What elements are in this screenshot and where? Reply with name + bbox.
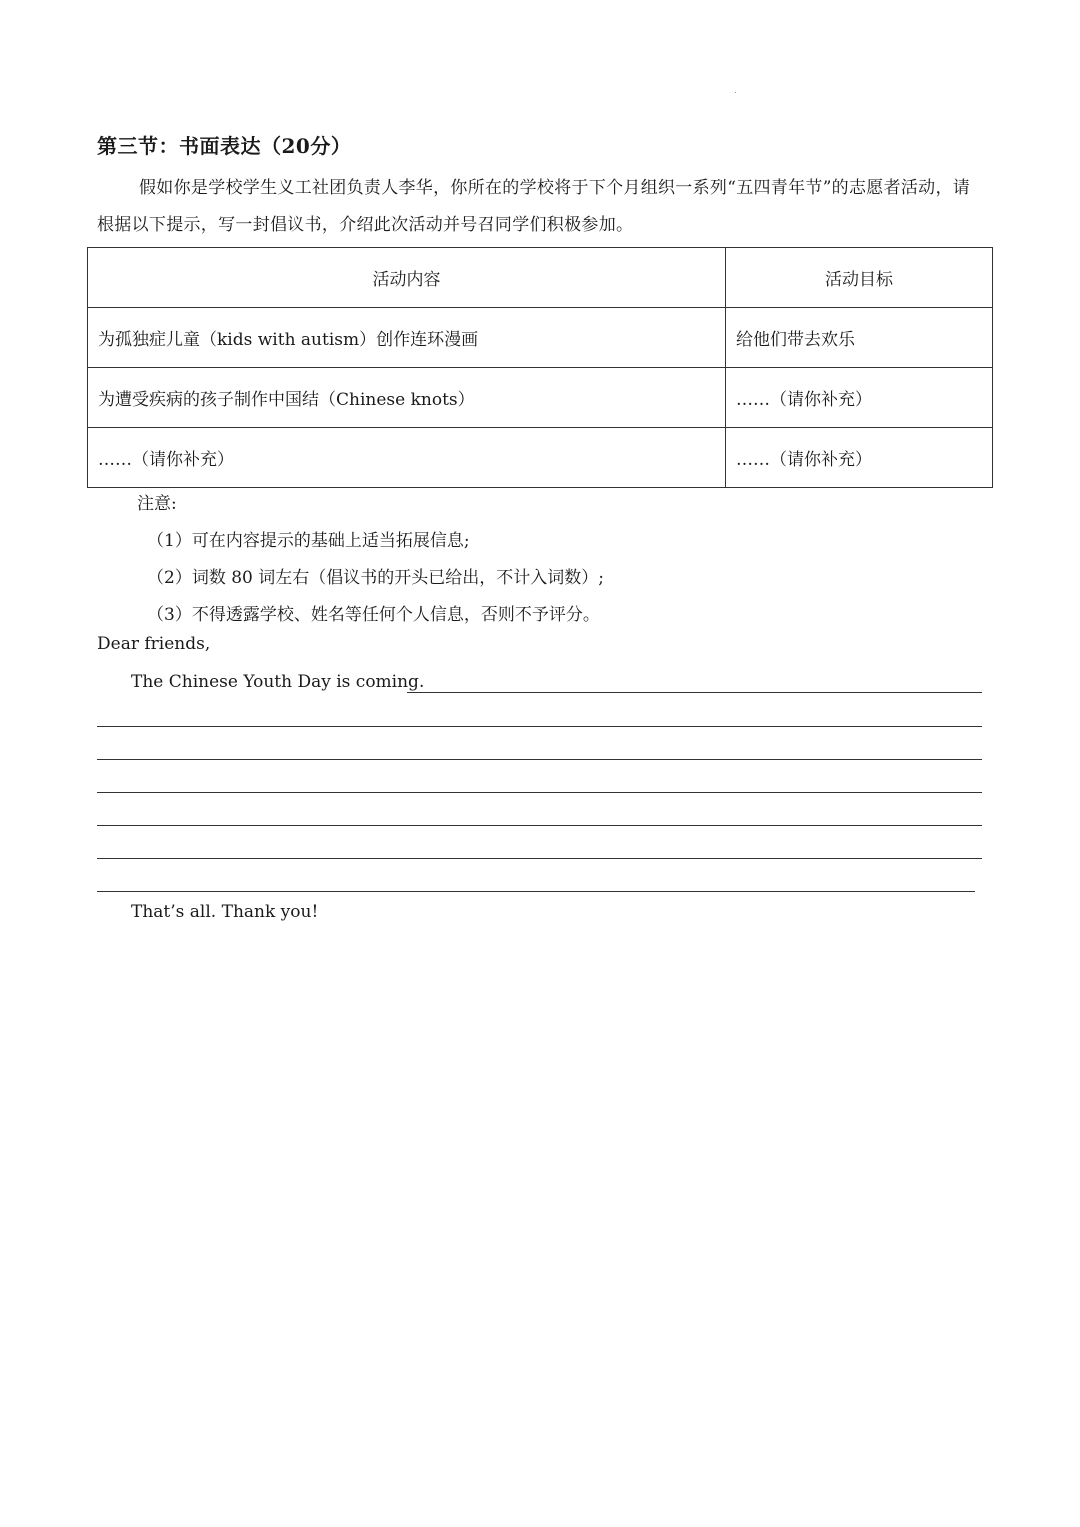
table-row bbox=[88, 368, 993, 428]
note-item: （3）不得透露学校、姓名等任何个人信息，否则不予评分。 bbox=[147, 605, 600, 625]
letter-salutation: Dear friends, bbox=[97, 634, 211, 654]
notes-block bbox=[137, 486, 604, 634]
answer-line[interactable] bbox=[97, 792, 982, 793]
note-item: （1）可在内容提示的基础上适当拓展信息; bbox=[147, 531, 470, 551]
note-item: （2）词数 80 词左右（倡议书的开头已给出，不计入词数）; bbox=[147, 568, 604, 588]
activity-content-cell: 为孤独症儿童（kids with autism）创作连环漫画 bbox=[88, 308, 726, 368]
header-activity-content: 活动内容 bbox=[88, 248, 726, 308]
answer-line[interactable] bbox=[97, 858, 982, 859]
answer-line[interactable] bbox=[97, 891, 975, 892]
activity-goal-cell: ……（请你补充） bbox=[726, 428, 993, 488]
task-description: 假如你是学校学生义工社团负责人李华，你所在的学校将于下个月组织一系列“五四青年节”的志愿者活动，请根据以下提示，写一封倡议书，介绍此次活动并号召同学们积极参加。 bbox=[97, 178, 971, 235]
scan-speck bbox=[735, 92, 736, 93]
table-row bbox=[88, 428, 993, 488]
notes-heading: 注意: bbox=[137, 494, 177, 514]
letter-closing: That’s all. Thank you! bbox=[131, 902, 319, 922]
answer-line[interactable] bbox=[97, 825, 982, 826]
section-title: 第三节：书面表达（20分） bbox=[97, 134, 352, 158]
activity-content-cell: 为遭受疾病的孩子制作中国结（Chinese knots） bbox=[88, 368, 726, 428]
header-activity-goal: 活动目标 bbox=[726, 248, 993, 308]
table-row bbox=[88, 308, 993, 368]
answer-line[interactable] bbox=[407, 692, 982, 693]
activity-goal-cell: ……（请你补充） bbox=[726, 368, 993, 428]
answer-line[interactable] bbox=[97, 726, 982, 727]
table-header-row bbox=[88, 248, 993, 308]
activity-table bbox=[87, 247, 993, 488]
activity-goal-cell: 给他们带去欢乐 bbox=[726, 308, 993, 368]
letter-opening: The Chinese Youth Day is coming. bbox=[131, 672, 425, 692]
answer-line[interactable] bbox=[97, 759, 982, 760]
activity-content-cell: ……（请你补充） bbox=[88, 428, 726, 488]
